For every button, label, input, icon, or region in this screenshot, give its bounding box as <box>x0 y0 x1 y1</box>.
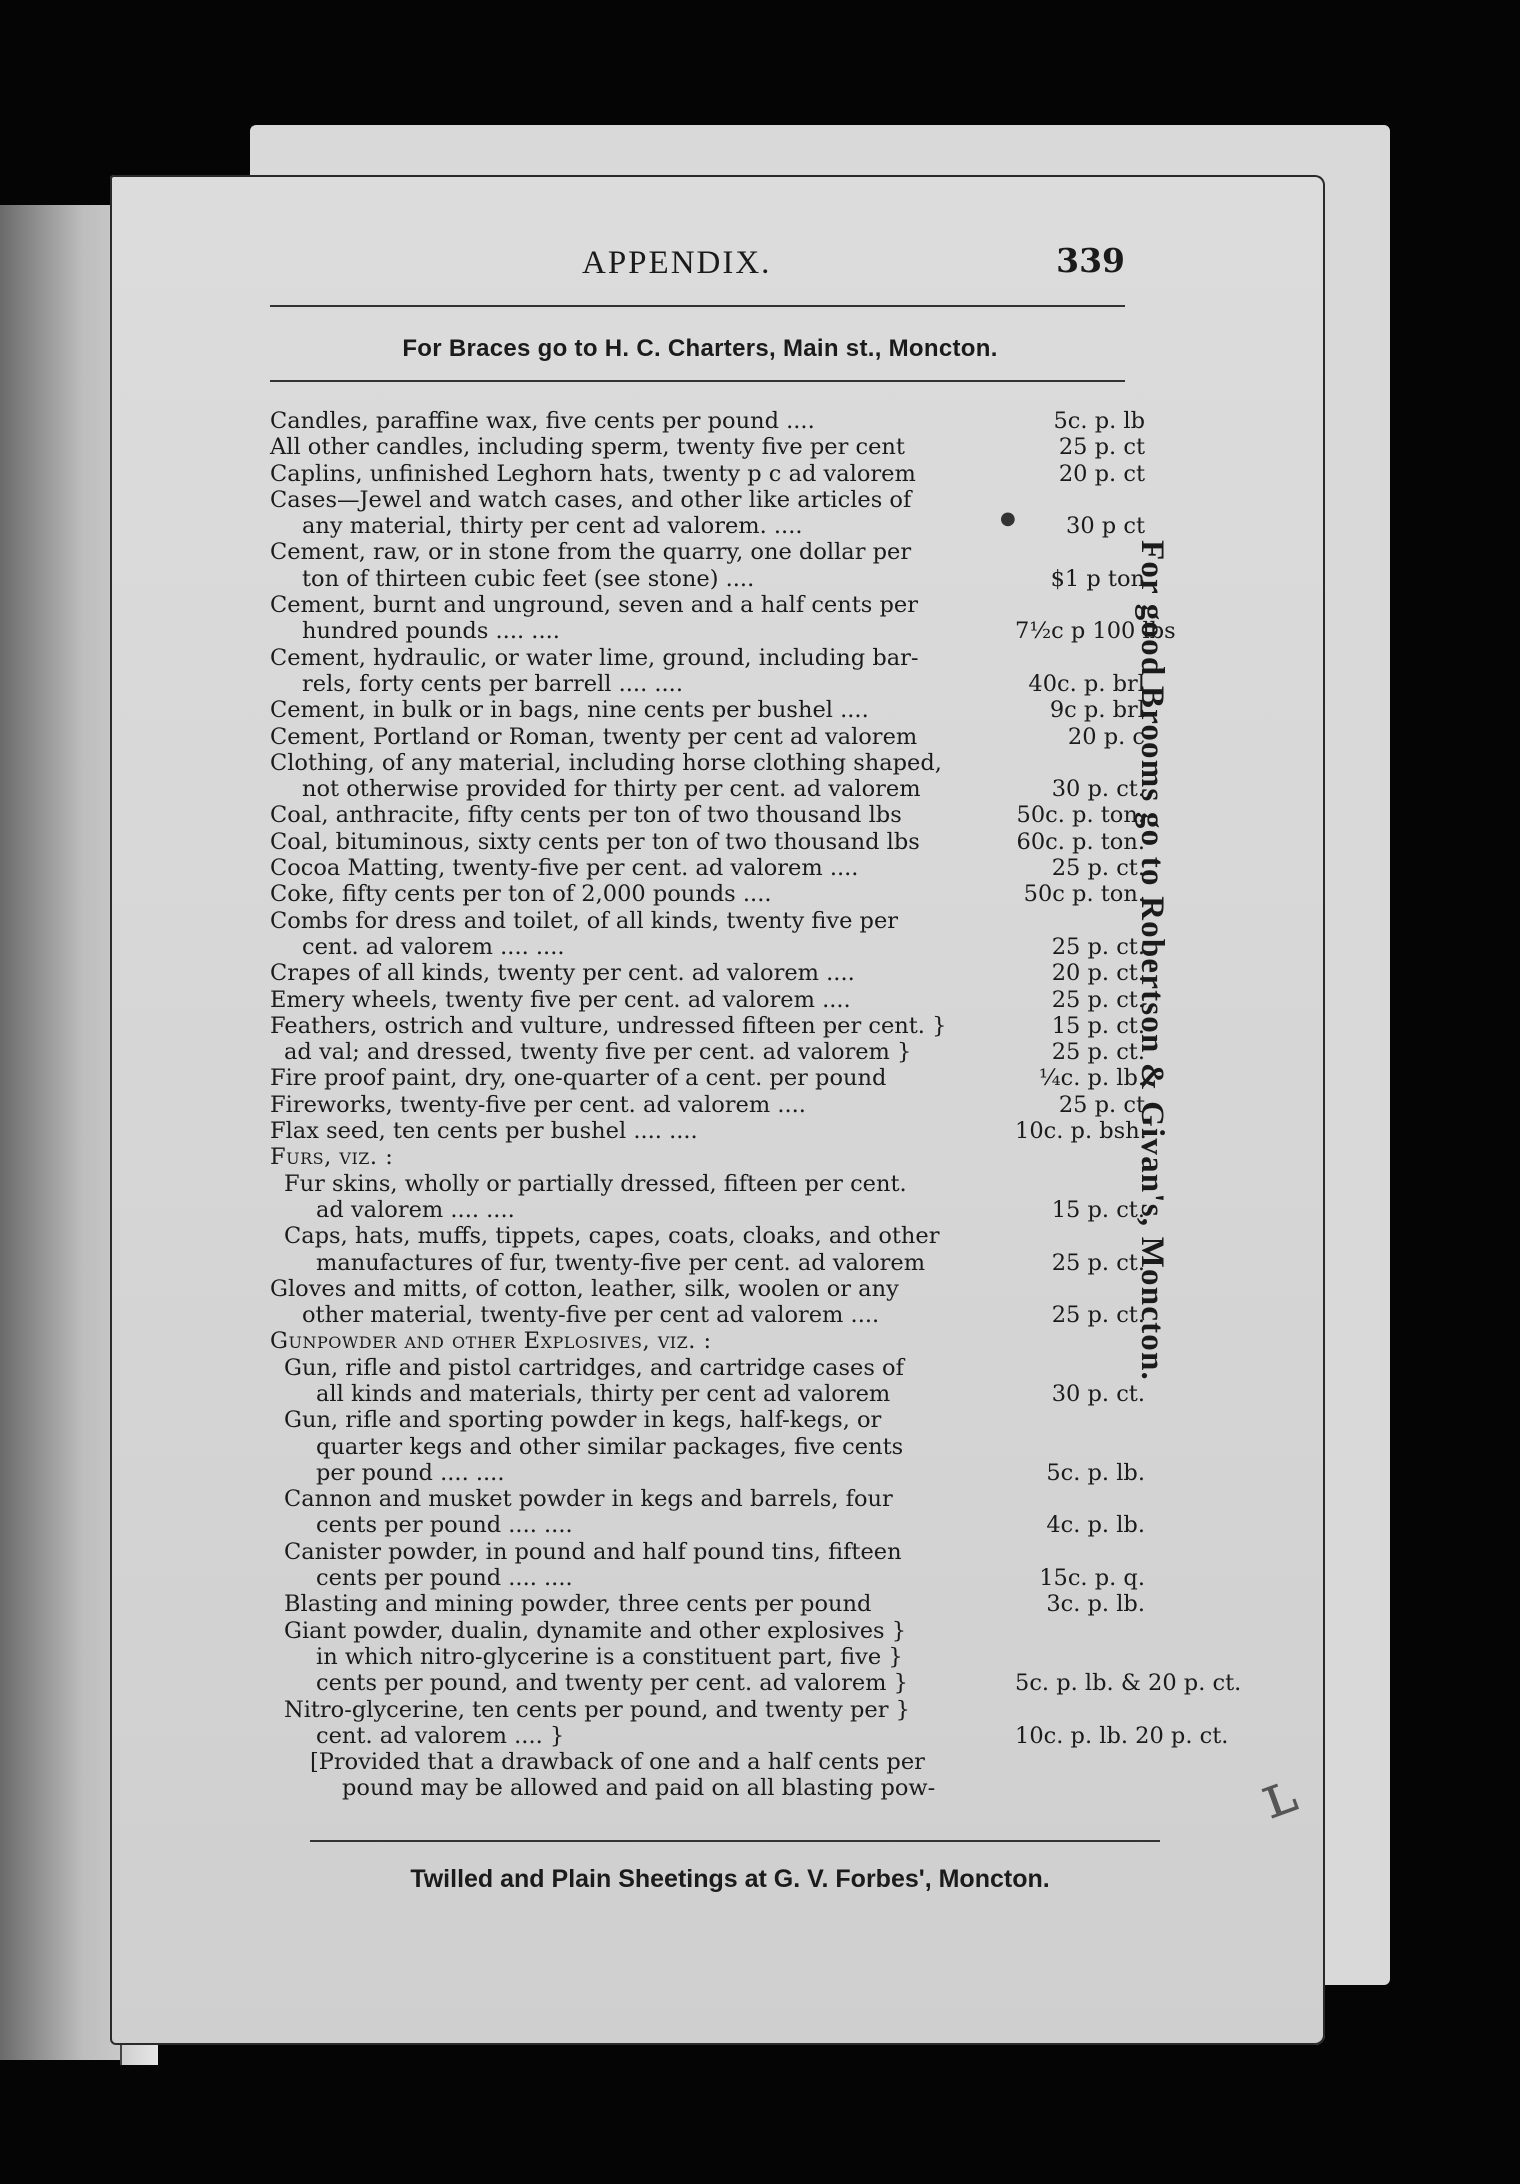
duty-rate: $1 p ton <box>1050 565 1145 592</box>
duty-rate: 10c. p. bsh. <box>1015 1118 1147 1145</box>
entry-text: Cement, hydraulic, or water lime, ground, including bar- <box>270 644 919 671</box>
tariff-entry <box>270 1591 1145 1617</box>
duty-rate: 25 p. ct. <box>1051 1302 1145 1329</box>
duty-rate: 30 p ct <box>1066 513 1145 540</box>
duty-rate: 60c. p. ton. <box>1016 828 1145 855</box>
entry-text-continued: cents per pound .... .... <box>316 1512 573 1539</box>
duty-rate: 20 p. c <box>1067 723 1145 750</box>
entry-text: [Provided that a drawback of one and a half cents per <box>310 1749 925 1776</box>
duty-rate: 25 p. ct. <box>1051 855 1145 882</box>
tariff-entry <box>270 724 1145 750</box>
tariff-entry <box>270 1355 1145 1408</box>
entry-text-continued: manufactures of fur, twenty-five per cent. ad valorem <box>316 1249 926 1276</box>
entry-text-continued: cent. ad valorem .... .... <box>302 933 565 960</box>
entry-text: Coke, fifty cents per ton of 2,000 pounds .... <box>270 881 772 908</box>
duty-rate: 7½c p 100 lbs <box>1015 618 1176 645</box>
duty-rate: 30 p. ct. <box>1051 1380 1145 1407</box>
entry-text-continued: cents per pound .... .... <box>316 1565 573 1592</box>
tariff-entry <box>270 855 1145 881</box>
entry-text: Gunpowder and other Explosives, viz. : <box>270 1328 712 1355</box>
entry-text: Candles, paraffine wax, five cents per pound .... <box>270 408 815 434</box>
entry-text: Emery wheels, twenty five per cent. ad valorem .... <box>270 986 851 1013</box>
duty-rate: ¼c. p. lb. <box>1038 1065 1145 1092</box>
duty-rate: 4c. p. lb. <box>1046 1512 1145 1539</box>
entry-text: Giant powder, dualin, dynamite and other explosives } <box>284 1617 907 1644</box>
tariff-entry <box>270 1013 1145 1039</box>
tariff-entry <box>270 1407 1145 1486</box>
duty-rate: 15c. p. q. <box>1039 1565 1145 1592</box>
duty-rate: 20 p. ct <box>1058 460 1145 487</box>
entry-text: All other candles, including sperm, twenty five per cent <box>270 434 905 461</box>
entry-text: Crapes of all kinds, twenty per cent. ad valorem .... <box>270 960 855 987</box>
tariff-entry <box>270 697 1145 723</box>
entry-text: Gloves and mitts, of cotton, leather, silk, woolen or any <box>270 1275 899 1302</box>
entry-text: ad val; and dressed, twenty five per cent. ad valorem } <box>284 1039 912 1066</box>
duty-rate: 25 p. ct. <box>1051 1039 1145 1066</box>
duty-rate: 25 p. ct. <box>1051 986 1145 1013</box>
tariff-entry <box>270 802 1145 828</box>
entry-text-continued: in which nitro-glycerine is a constituent part, five } <box>316 1643 903 1670</box>
duty-rate: 25 p. ct <box>1058 1091 1145 1118</box>
duty-rate: 25 p. ct <box>1058 434 1145 461</box>
entry-text: Feathers, ostrich and vulture, undressed fifteen per cent. } <box>270 1012 947 1039</box>
entry-text: Nitro-glycerine, ten cents per pound, and twenty per } <box>284 1696 910 1723</box>
entry-text: Cocoa Matting, twenty-five per cent. ad valorem .... <box>270 855 859 882</box>
tariff-entry <box>270 829 1145 855</box>
entry-text: Combs for dress and toilet, of all kinds, twenty five per <box>270 907 899 934</box>
entry-text: Fireworks, twenty-five per cent. ad valorem .... <box>270 1091 806 1118</box>
duty-rate: 3c. p. lb. <box>1046 1591 1145 1618</box>
tariff-entry <box>270 1092 1145 1118</box>
tariff-entry <box>270 645 1145 698</box>
tariff-entry <box>270 1065 1145 1091</box>
ink-dot: ● <box>1000 508 1016 529</box>
entry-text-continued: pound may be allowed and paid on all blasting pow- <box>342 1775 936 1802</box>
duty-rate: 30 p. ct. <box>1051 776 1145 803</box>
ad-rule <box>270 380 1125 382</box>
header-rule <box>270 305 1125 307</box>
page-header <box>270 241 1130 285</box>
tariff-entry <box>270 539 1145 592</box>
entry-text: Flax seed, ten cents per bushel .... .... <box>270 1118 698 1145</box>
tariff-entry <box>270 1617 1242 1697</box>
duty-rate: 25 p. ct. <box>1051 1249 1145 1276</box>
tariff-entry <box>270 1539 1145 1592</box>
duty-rate: 15 p. ct. <box>1051 1196 1145 1223</box>
tariff-entry <box>270 1171 1145 1224</box>
tariff-entry <box>270 461 1145 487</box>
tariff-entry <box>270 408 1145 434</box>
top-advertisement: For Braces go to H. C. Charters, Main st., Moncton. <box>402 335 998 362</box>
tariff-entry <box>270 908 1145 961</box>
tariff-entry <box>270 1749 1145 1802</box>
tariff-entry <box>270 1039 1145 1065</box>
entry-text: Blasting and mining powder, three cents per pound <box>284 1591 872 1618</box>
duty-rate: 9c p. brl <box>1049 697 1145 724</box>
entry-text: Clothing, of any material, including horse clothing shaped, <box>270 749 942 776</box>
duty-rate: 20 p. ct. <box>1051 960 1145 987</box>
entry-text: Gun, rifle and sporting powder in kegs, half-kegs, or <box>284 1407 882 1434</box>
duty-rate: 50c. p. ton. <box>1016 802 1145 829</box>
tariff-entry <box>270 592 1176 645</box>
entry-text: Caps, hats, muffs, tippets, capes, coats, cloaks, and other <box>284 1223 940 1250</box>
entry-text: Cement, Portland or Roman, twenty per cent ad valorem <box>270 723 918 750</box>
entry-text: Cases—Jewel and watch cases, and other like articles of <box>270 486 912 513</box>
section-heading <box>270 1144 1145 1170</box>
entry-text: Fur skins, wholly or partially dressed, fifteen per cent. <box>284 1170 907 1197</box>
tariff-entry <box>270 881 1145 907</box>
entry-text-continued: cent. ad valorem .... } <box>316 1722 565 1749</box>
entry-text-continued: cents per pound, and twenty per cent. ad valorem } <box>316 1670 908 1697</box>
side-advertisement-text: For good Brooms go to Robertson & Givan's, Moncton. <box>1134 540 1170 1381</box>
entry-text: Fire proof paint, dry, one-quarter of a cent. per pound <box>270 1065 887 1092</box>
entry-text-continued: other material, twenty-five per cent ad valorem .... <box>302 1302 880 1329</box>
tariff-entry <box>270 1276 1145 1329</box>
duty-rate: 5c. p. lb <box>1053 408 1145 434</box>
duty-rate: 40c. p. brl <box>1028 670 1145 697</box>
duty-rate: 15 p. ct. <box>1051 1012 1145 1039</box>
duty-rate: 10c. p. lb. 20 p. ct. <box>1015 1722 1229 1749</box>
running-title: APPENDIX. <box>582 245 772 281</box>
entry-text-continued: hundred pounds .... .... <box>302 618 560 645</box>
duty-rate: 50c p. ton. <box>1023 881 1145 908</box>
entry-text-continued: per pound .... .... <box>316 1459 505 1486</box>
entry-text-continued: all kinds and materials, thirty per cent ad valorem <box>316 1380 891 1407</box>
entry-text: Cement, burnt and unground, seven and a half cents per <box>270 592 918 619</box>
entry-text: Cement, raw, or in stone from the quarry, one dollar per <box>270 539 912 566</box>
tariff-entry <box>270 1486 1145 1539</box>
entry-text: Cement, in bulk or in bags, nine cents per bushel .... <box>270 697 869 724</box>
tariff-entry <box>270 1223 1145 1276</box>
entry-text-continued: rels, forty cents per barrell .... .... <box>302 670 683 697</box>
entry-text-continued: quarter kegs and other similar packages, five cents <box>316 1433 904 1460</box>
bottom-advertisement: Twilled and Plain Sheetings at G. V. Forbes', Moncton. <box>410 1865 1050 1893</box>
tariff-entry <box>270 1118 1145 1144</box>
duty-rate: 25 p. ct. <box>1051 933 1145 960</box>
entry-text-continued: any material, thirty per cent ad valorem. .... <box>302 513 803 540</box>
entry-text: Caplins, unfinished Leghorn hats, twenty p c ad valorem <box>270 460 916 487</box>
page-number: 339 <box>1056 241 1125 280</box>
duty-rate: 5c. p. lb. & 20 p. ct. <box>1015 1670 1242 1697</box>
entry-text-continued: ad valorem .... .... <box>316 1196 515 1223</box>
pencil-mark: ʟ <box>1251 1756 1306 1834</box>
tariff-entry <box>270 434 1145 460</box>
footer-rule <box>310 1840 1160 1842</box>
section-heading <box>270 1328 1145 1354</box>
entry-text-continued: not otherwise provided for thirty per cent. ad valorem <box>302 776 921 803</box>
tariff-entry <box>270 1696 1229 1750</box>
tariff-entry <box>270 987 1145 1013</box>
tariff-entry <box>270 750 1145 803</box>
entry-text: Coal, bituminous, sixty cents per ton of two thousand lbs <box>270 828 920 855</box>
duty-rate: 5c. p. lb. <box>1046 1459 1145 1486</box>
entry-text: Cannon and musket powder in kegs and barrels, four <box>284 1486 893 1513</box>
entry-text: Gun, rifle and pistol cartridges, and cartridge cases of <box>284 1354 904 1381</box>
entry-text: Canister powder, in pound and half pound tins, fifteen <box>284 1538 902 1565</box>
entry-text-continued: ton of thirteen cubic feet (see stone) .... <box>302 565 755 592</box>
entry-text: Furs, viz. : <box>270 1144 394 1171</box>
entry-text: Coal, anthracite, fifty cents per ton of two thousand lbs <box>270 802 902 829</box>
tariff-entry <box>270 960 1145 986</box>
